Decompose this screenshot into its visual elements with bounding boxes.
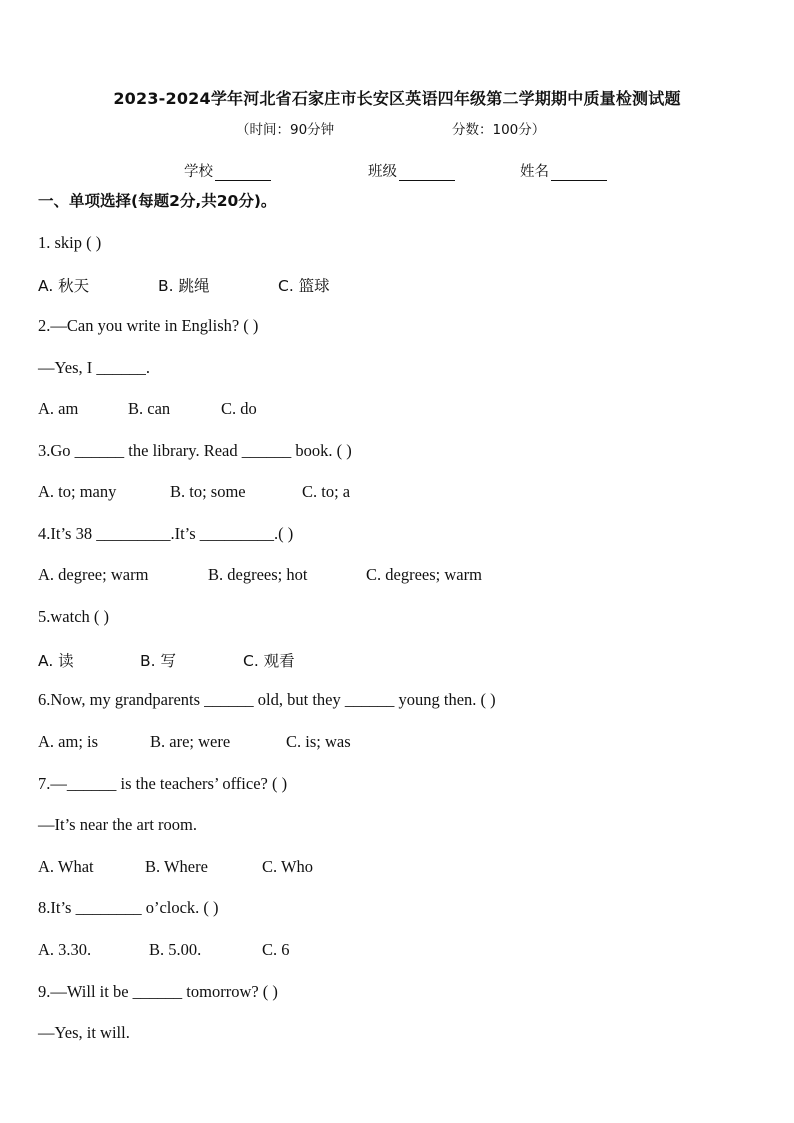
option-a: A. am; is	[38, 732, 99, 751]
question-9-reply: —Yes, it will.	[38, 1023, 130, 1042]
question-7-options	[38, 857, 313, 877]
option-a: A. degree; warm	[38, 565, 149, 584]
question-9: 9.—Will it be ______ tomorrow? ( )	[38, 982, 278, 1001]
question-3: 3.Go ______ the library. Read ______ book. ( )	[38, 441, 352, 460]
question-4-options	[38, 565, 482, 585]
question-1: 1. skip ( )	[38, 233, 102, 252]
question-7-reply: —It’s near the art room.	[38, 815, 197, 834]
option-b: B. 跳绳	[158, 277, 210, 295]
school-blank[interactable]	[215, 166, 271, 181]
class-blank[interactable]	[399, 166, 455, 181]
option-a: A. am	[38, 399, 79, 418]
option-c: C. Who	[262, 857, 314, 876]
question-8-options	[38, 940, 290, 960]
exam-time: （时间：90分钟	[236, 122, 335, 138]
question-1-options	[38, 274, 330, 296]
exam-title: 2023-2024学年河北省石家庄市长安区英语四年级第二学期期中质量检测试题	[113, 89, 681, 108]
option-b: B. Where	[145, 857, 208, 876]
option-c: C. degrees; warm	[366, 565, 482, 584]
option-a: A. to; many	[38, 482, 117, 501]
question-2: 2.—Can you write in English? ( )	[38, 316, 259, 335]
option-b: B. are; were	[150, 732, 231, 751]
section-title: 一、单项选择(每题2分,共20分)。	[38, 192, 277, 210]
name-label: 姓名	[520, 164, 549, 180]
option-a: A. 读	[38, 652, 74, 670]
option-b: B. 写	[140, 652, 176, 670]
name-field[interactable]	[520, 160, 607, 181]
option-b: B. 5.00.	[149, 940, 202, 959]
option-c: C. do	[221, 399, 257, 418]
option-a: A. 3.30.	[38, 940, 92, 959]
question-6-options	[38, 732, 351, 752]
class-label: 班级	[368, 164, 397, 180]
option-a: A. 秋天	[38, 277, 90, 295]
option-b: B. degrees; hot	[208, 565, 308, 584]
question-4: 4.It’s 38 _________.It’s _________.( )	[38, 524, 294, 543]
option-c: C. 篮球	[278, 277, 330, 295]
name-blank[interactable]	[551, 166, 607, 181]
question-8: 8.It’s ________ o’clock. ( )	[38, 898, 219, 917]
option-a: A. What	[38, 857, 94, 876]
question-2-options	[38, 399, 257, 419]
option-b: B. to; some	[170, 482, 246, 501]
question-5-options	[38, 649, 295, 671]
school-label: 学校	[184, 164, 213, 180]
option-c: C. 观看	[243, 652, 295, 670]
question-2-reply: —Yes, I ______.	[38, 358, 151, 377]
option-c: C. to; a	[302, 482, 351, 501]
question-5: 5.watch ( )	[38, 607, 110, 626]
option-b: B. can	[128, 399, 171, 418]
school-field[interactable]	[184, 160, 271, 181]
question-7: 7.—______ is the teachers’ office? ( )	[38, 774, 288, 793]
option-c: C. 6	[262, 940, 290, 959]
question-3-options	[38, 482, 350, 502]
question-6: 6.Now, my grandparents ______ old, but they ______ young then. ( )	[38, 690, 496, 709]
class-field[interactable]	[368, 160, 455, 181]
exam-score: 分数：100分）	[452, 122, 546, 138]
option-c: C. is; was	[286, 732, 351, 751]
